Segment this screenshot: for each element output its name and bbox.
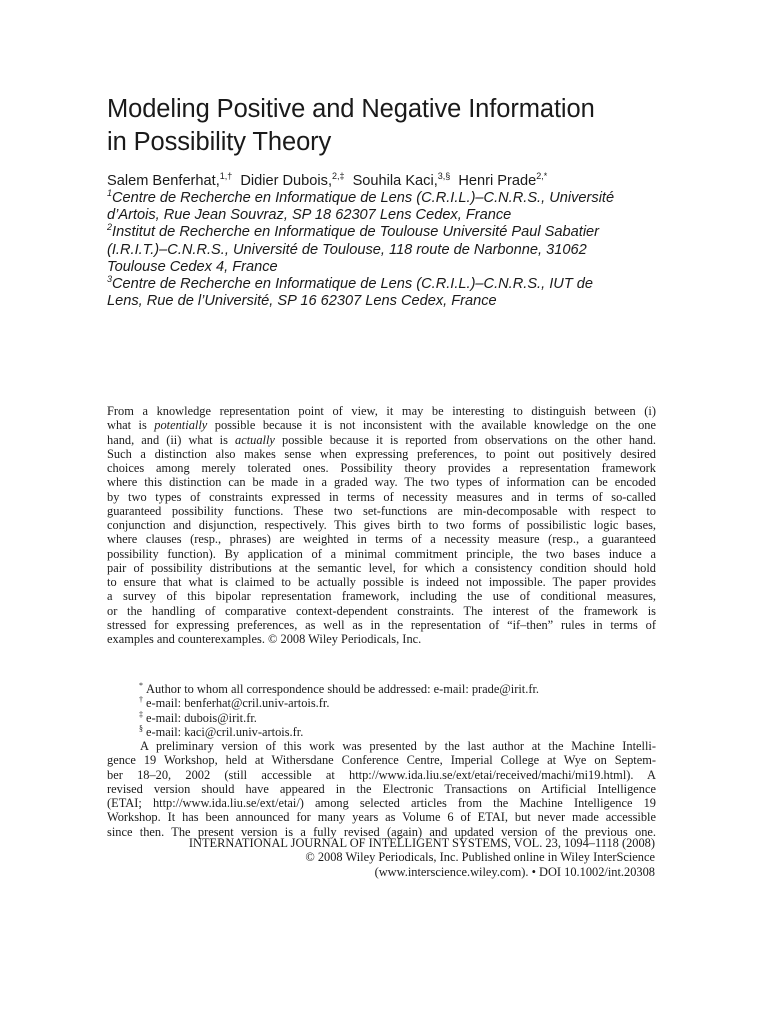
affiliation-line xyxy=(107,190,667,207)
note-line: (ETAI; http://www.ida.liu.se/ext/etai/) among selected articles from the Machine Intelligence 19 xyxy=(107,796,656,810)
footnote-mark: § xyxy=(139,723,143,733)
affiliation-text: Centre de Recherche en Informatique de Lens (C.R.I.L.)–C.N.R.S., Université xyxy=(112,190,615,206)
footnote-mark: † xyxy=(139,695,143,705)
note-line: A preliminary version of this work was presented by the last author at the Machine Intelli- xyxy=(140,739,656,753)
author-list xyxy=(107,172,667,190)
abstract-line: by two types of constraints expressed in terms of necessity measures and in terms of so-called xyxy=(107,489,656,504)
abstract-line: a survey of this bipolar representation framework, including the use of conditional measures, xyxy=(107,589,656,604)
footnote-text: Author to whom all correspondence should be addressed: e-mail: prade@irit.fr. xyxy=(146,682,539,696)
journal-citation: INTERNATIONAL JOURNAL OF INTELLIGENT SYSTEMS, VOL. 23, 1094–1118 (2008) xyxy=(188,836,655,850)
affiliation-line xyxy=(107,224,667,241)
emphasized-term: actually xyxy=(235,432,275,447)
note-line: since then. The present version is a fully revised (again) and updated version of the previous one. xyxy=(107,824,656,839)
abstract xyxy=(107,404,656,646)
abstract-line: guaranteed possibility functions. These two set-functions are min-decomposable with respect to xyxy=(107,503,656,518)
footnote xyxy=(107,725,656,739)
author-marks: 3,§ xyxy=(437,171,451,181)
affiliation-line: (I.R.I.T.)–C.N.R.S., Université de Toulouse, 118 route de Narbonne, 31062 xyxy=(107,241,587,258)
footnote xyxy=(107,682,656,696)
journal-doi: (www.interscience.wiley.com). • DOI 10.1002/int.20308 xyxy=(374,864,655,879)
author-marks: 2,* xyxy=(536,171,548,181)
footnote xyxy=(107,711,656,725)
abstract-line: what is potentially possible because it is not inconsistent with the available knowledge on the one xyxy=(107,418,656,433)
author-name: Didier Dubois, xyxy=(240,173,332,189)
author-marks: 1,† xyxy=(219,171,233,181)
abstract-line: examples and counterexamples. © 2008 Wiley Periodicals, Inc. xyxy=(107,632,422,646)
footnote xyxy=(107,696,656,710)
footnote-text: e-mail: kaci@cril.univ-artois.fr. xyxy=(146,724,304,739)
journal-copyright: © 2008 Wiley Periodicals, Inc. Published online in Wiley InterScience xyxy=(305,850,655,865)
affiliation-number: 2 xyxy=(107,222,113,233)
affiliation-line: Lens, Rue de l’Université, SP 16 62307 Lens Cedex, France xyxy=(107,293,497,310)
note-line: ber 18–20, 2002 (still accessible at http://www.ida.liu.se/ext/etai/received/machi/mi19.html). A xyxy=(107,767,656,782)
author-name: Henri Prade xyxy=(458,173,537,189)
abstract-line: From a knowledge representation point of view, it may be interesting to distinguish between (i) xyxy=(107,404,656,418)
affiliation-number: 1 xyxy=(107,188,113,198)
affiliation-line: d’Artois, Rue Jean Souvraz, SP 18 62307 Lens Cedex, France xyxy=(107,207,512,224)
affiliations xyxy=(107,190,667,310)
abstract-line: where clauses (resp., phrases) are weighted in terms of a necessity measure (resp., a guaranteed xyxy=(107,532,656,547)
note-line: Workshop. It has been announced for many years as Volume 6 of ETAI, but never made accessible xyxy=(107,810,656,825)
affiliation-number: 3 xyxy=(107,274,113,285)
abstract-line: choices among merely tolerated ones. Possibility theory provides a representation framework xyxy=(107,461,656,475)
preliminary-version-note xyxy=(107,739,656,839)
abstract-line: where this distinction can be made in a graded way. The two types of information can be encoded xyxy=(107,475,656,490)
author-marks: 2,‡ xyxy=(332,171,345,181)
affiliation-text: Institut de Recherche en Informatique de Toulouse Université Paul Sabatier xyxy=(112,224,600,241)
abstract-line: possibility function). By application of a minimal commitment principle, the two bases induce a xyxy=(107,546,656,561)
footnote-text: e-mail: benferhat@cril.univ-artois.fr. xyxy=(146,696,330,711)
abstract-line: hand, and (ii) what is actually possible because it is reported from observations on the other hand. xyxy=(107,432,656,447)
abstract-line: conjunction and disjunction, respectively. This gives birth to two forms of possibilistic logic bases, xyxy=(107,518,656,532)
footnote-mark: * xyxy=(139,681,143,690)
abstract-line: stressed for expressing preferences, as well as in the representation of “if–then” rules in terms of xyxy=(107,617,656,632)
affiliation-line xyxy=(107,276,667,293)
journal-info xyxy=(107,836,655,879)
affiliation-line: Toulouse Cedex 4, France xyxy=(107,258,278,275)
footnote-text: e-mail: dubois@irit.fr. xyxy=(146,710,257,725)
paper-title xyxy=(107,93,667,159)
title-line-2: in Possibility Theory xyxy=(107,128,332,156)
title-line-1: Modeling Positive and Negative Information xyxy=(107,95,595,123)
affiliation-text: Centre de Recherche en Informatique de Lens (C.R.I.L.)–C.N.R.S., IUT de xyxy=(112,276,594,293)
emphasized-term: potentially xyxy=(154,418,208,433)
abstract-line: pair of possibility distributions at the semantic level, for which a consistency condition should hold xyxy=(107,560,656,575)
abstract-line: to ensure that what is claimed to be actually possible is indeed not impossible. The paper provides xyxy=(107,575,656,589)
footnotes xyxy=(107,682,656,839)
note-line: gence 19 Workshop, held at Withersdane Conference Centre, Imperial College at Wye on Septem- xyxy=(107,753,656,768)
note-line: revised version should have appeared in the Electronic Transactions on Artificial Intelligence xyxy=(107,781,656,796)
abstract-line: or the handling of comparative context-dependent constraints. The interest of the framework is xyxy=(107,603,656,618)
author-name: Souhila Kaci, xyxy=(352,173,438,189)
abstract-line: Such a distinction also makes sense when expressing preferences, to point out positively desired xyxy=(107,446,656,461)
footnote-mark: ‡ xyxy=(139,709,143,719)
author-name: Salem Benferhat, xyxy=(107,173,220,189)
